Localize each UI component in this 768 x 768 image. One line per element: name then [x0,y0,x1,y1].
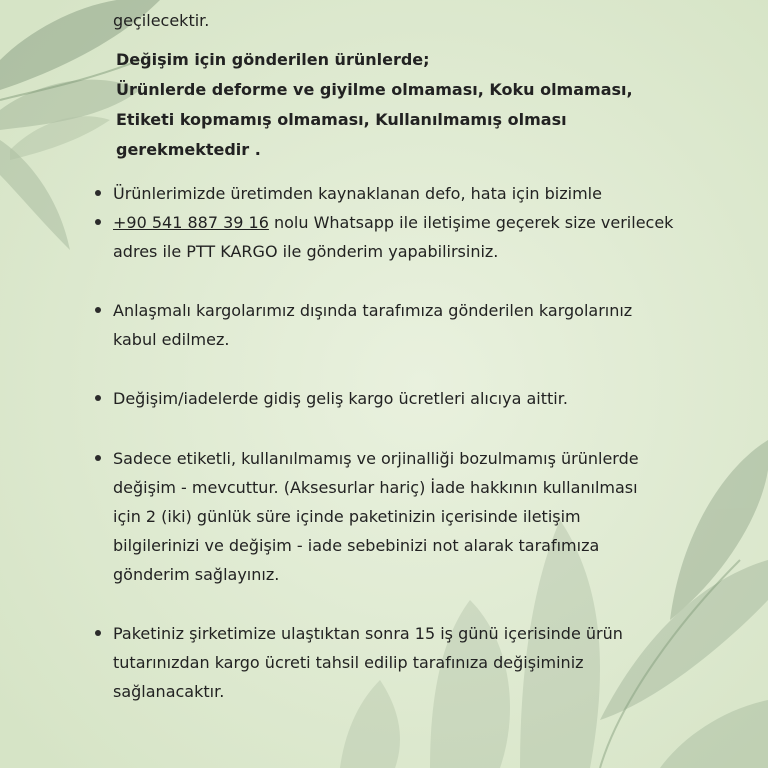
exchange-conditions-line: Ürünlerde deforme ve giyilme olmaması, Koku olmaması, [116,80,633,99]
bullet-defect [113,179,723,208]
continuation-line: geçilecektir. [113,11,210,30]
bullet-text: değişim - mevcuttur. (Aksesurlar hariç) İade hakkının kullanılması [113,478,638,497]
bullet-refund [113,619,723,706]
bullet-text: tutarınızdan kargo ücreti tahsil edilip tarafınıza değişiminiz [113,653,584,672]
bullet-whatsapp [113,208,723,266]
bullet-text: Paketiniz şirketimize ulaştıktan sonra 15 iş günü içerisinde ürün [113,624,623,643]
bullet-text-line [113,208,723,237]
bullet-text: gönderim sağlayınız. [113,565,280,584]
bullet-cargo-fee [113,384,723,413]
exchange-conditions-block [116,45,633,165]
whatsapp-phone-link[interactable]: +90 541 887 39 16 [113,213,269,232]
bullet-text: bilgilerinizi ve değişim - iade sebebinizi not alarak tarafımıza [113,536,600,555]
bullet-cargo-acceptance [113,296,723,354]
bullet-text: için 2 (iki) günlük süre içinde paketinizin içerisinde iletişim [113,507,581,526]
exchange-conditions-line: gerekmektedir . [116,140,261,159]
bullet-text: Anlaşmalı kargolarımız dışında tarafımıza gönderilen kargolarınız [113,301,633,320]
bullet-text: kabul edilmez. [113,330,230,349]
bullet-text: Sadece etiketli, kullanılmamış ve orjinalliği bozulmamış ürünlerde [113,449,639,468]
bullet-text: Değişim/iadelerde gidiş geliş kargo ücretleri alıcıya aittir. [113,389,568,408]
exchange-conditions-line: Değişim için gönderilen ürünlerde; [116,50,430,69]
bullet-text: sağlanacaktır. [113,682,225,701]
bullet-text: nolu Whatsapp ile iletişime geçerek size verilecek [268,213,674,232]
bullet-text: adres ile PTT KARGO ile gönderim yapabilirsiniz. [113,242,499,261]
exchange-conditions-line: Etiketi kopmamış olmaması, Kullanılmamış olması [116,110,567,129]
bullet-labeled-products [113,444,723,589]
bullet-text: Ürünlerimizde üretimden kaynaklanan defo, hata için bizimle [113,184,602,203]
